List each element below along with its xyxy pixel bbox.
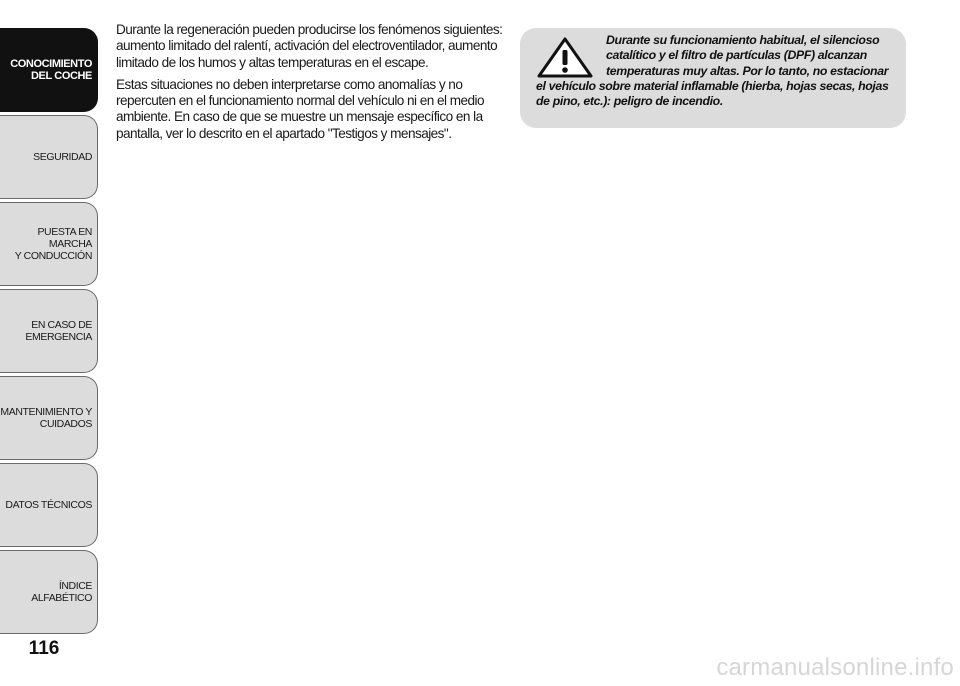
tab-mantenimiento[interactable]: [0, 376, 98, 460]
body-text: [116, 22, 506, 148]
tab-label: PUESTA EN MARCHA Y CONDUCCIÓN: [14, 226, 92, 262]
tab-puesta-en-marcha[interactable]: [0, 202, 98, 286]
tab-conocimiento-del-coche[interactable]: [0, 28, 98, 112]
paragraph: Durante la regeneración pueden producirse los fenómenos siguientes: aumento limitado del ralentí, activación del electroventilador, aumento limitado de los humos y altas temperaturas en el escape.: [116, 22, 503, 70]
tab-datos-tecnicos[interactable]: [0, 463, 98, 547]
tab-indice-alfabetico[interactable]: [0, 550, 98, 634]
tab-label: CONOCIMIENTO DEL COCHE: [10, 58, 92, 82]
tab-label: ÍNDICE ALFABÉTICO: [31, 580, 92, 604]
tab-en-caso-de-emergencia[interactable]: [0, 289, 98, 373]
tab-label: MANTENIMIENTO Y CUIDADOS: [0, 406, 92, 430]
paragraph: Estas situaciones no deben interpretarse como anomalías y no repercuten en el funcionamiento normal del vehículo ni en el medio ambiente. En caso de que se muestre un mensaje específico en la pantalla, ver lo descrito en el apartado "Testigos y mensajes".: [116, 76, 484, 141]
warning-text: Durante su funcionamiento habitual, el silencioso catalítico y el filtro de partículas (DPF) alcanzan temperaturas muy altas. Por lo tanto, no estacionar el vehículo sobre material inflamable (hierba, hojas secas, hojas de pino, etc.): peligro de incendio.: [536, 33, 889, 109]
warning-box: [520, 28, 906, 128]
tab-label: DATOS TÉCNICOS: [5, 499, 92, 511]
page-number: 116: [28, 638, 60, 659]
tab-label: SEGURIDAD: [33, 151, 92, 163]
tab-seguridad[interactable]: [0, 115, 98, 199]
watermark: carmanualsonline.info: [716, 654, 954, 681]
warning-triangle-icon: [536, 36, 594, 78]
tab-label: EN CASO DE EMERGENCIA: [25, 319, 92, 343]
